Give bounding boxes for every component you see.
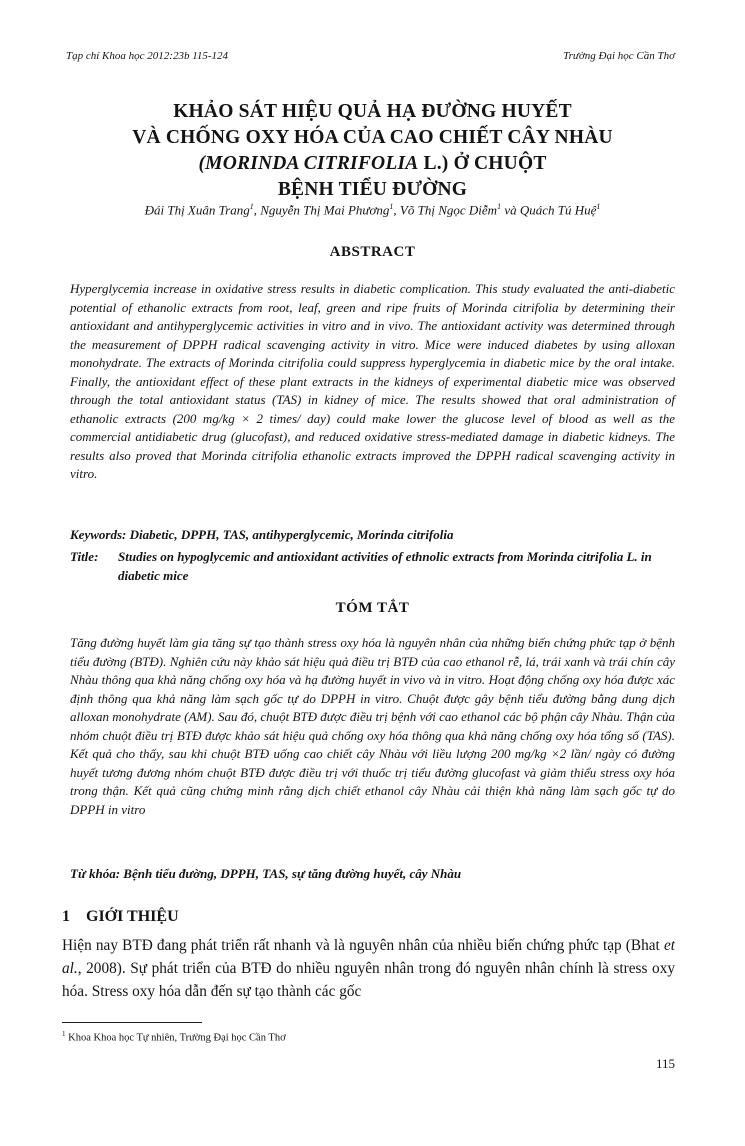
tomtat-keywords-text: Bệnh tiểu đường, DPPH, TAS, sự tăng đường huyết, cây Nhàu [123,866,462,881]
title-species-name: (MORINDA CITRIFOLIA [198,153,419,174]
body-citation-etal: et al. [62,937,675,977]
tomtat-heading: TÓM TẮT [335,600,410,616]
title-line-4: BỆNH TIỂU ĐƯỜNG [277,179,468,200]
author-3: Võ Thị Ngọc Diễm [399,202,498,218]
tomtat-keywords-label: Từ khóa: [70,866,121,881]
affiliation-mark: 1 [596,202,601,211]
author-list [60,202,685,218]
title-label: Title: [70,549,99,564]
body-text-1: Hiện nay BTĐ đang phát triển rất nhanh và là nguyên nhân của nhiều biến chứng phức tạp (Bhat [62,937,664,954]
author-2: Nguyễn Thị Mai Phương [260,202,390,218]
abstract-heading: ABSTRACT [329,244,416,260]
affiliation-mark: 1 [389,202,394,211]
title-line-2: VÀ CHỐNG OXY HÓA CỦA CAO CHIẾT CÂY NHÀU [132,127,613,148]
author-separator: , [393,202,400,218]
journal-citation: Tạp chí Khoa học 2012:23b 115-124 [66,50,229,62]
keywords-text: Diabetic, DPPH, TAS, antihyperglycemic, Morinda citrifolia [129,527,454,542]
section-title: GIỚI THIỆU [86,908,179,925]
running-head [66,50,675,62]
section-1-heading [62,908,179,926]
author-conjunction: và [501,202,520,218]
english-title [70,548,675,585]
affiliation-mark: 1 [249,202,254,211]
author-1: Đái Thị Xuân Trang [144,202,250,218]
english-title-text: Studies on hypoglycemic and antioxidant activities of ethnolic extracts from Morinda citrifolia L. in diabetic mice [118,549,652,583]
footnote [62,1030,286,1044]
abstract-text: Hyperglycemia increase in oxidative stress results in diabetic complication. This study evaluated the anti-diabetic potential of ethanolic extracts from root, leaf, green and ripe fruits of Morinda citrifolia by determining their antioxidant and antihyperglycemic activities in vitro and in vivo. The antioxidant activity was determined through the measurement of DPPH radical scavenging activity in vitro. Mice were induced diabetes by using alloxan monohydrate. The extracts of Morinda citrifolia could suppress hyperglycemia in diabetic mice by the oral intake. Finally, the antioxidant effect of these plant extracts in the kidneys of experimental diabetic mice was observed through the total antioxidant status (TAS) in kidney of mice. The results showed that oral administration of ethanolic extracts (200 mg/kg × 2 times/ day) could make lower the glucose level of blood as well as the commercial antidiabetic drug (glucofast), and reduced oxidative stress-mediated damage in diabetic kidneys. The results also proved that Morinda citrifolia ethanolic extracts improved the DPPH radical scavenging activity in vitro. [70,281,675,481]
author-4: Quách Tú Huệ [519,202,597,218]
footnote-divider [62,1022,202,1023]
keywords-label: Keywords: [70,527,127,542]
section-1-body [62,934,675,1003]
footnote-mark: 1 [62,1030,66,1038]
tomtat-text: Tăng đường huyết làm gia tăng sự tạo thành stress oxy hóa là nguyên nhân của những biến chứng phức tạp ở bệnh tiểu đường (BTĐ). Nghiên cứu này khảo sát hiệu quả điều trị BTĐ của cao ethanol rễ, lá, trái xanh và trái chín cây Nhàu thông qua khả năng chống oxy hóa và hạ đường huyết in vivo và in vitro. Hoạt động chống oxy hóa được xác định thông qua khả năng làm sạch gốc tự do DPPH in vitro. Chuột được gây bệnh tiểu đường bằng dung dịch alloxan monohydrate (AM). Sau đó, chuột BTĐ được điều trị bệnh với cao ethanol các bộ phận cây Nhàu. Thận của nhóm chuột điều trị BTĐ được khảo sát hiệu quả chống oxy hóa thông qua khả năng chống oxy hóa tổng số (TAS). Kết quả cho thấy, sau khi chuột BTĐ uống cao chiết cây Nhàu với liều lượng 200 mg/kg ×2 lần/ ngày có đường huyết tương đương nhóm chuột BTĐ được điều trị với thuốc trị tiểu đường glucofast và giảm thiểu stress oxy hóa trong thận. Kết quả cũng chứng minh rằng dịch chiết ethanol cây Nhàu cải thiện khả năng làm sạch gốc tự do DPPH in vitro [70,635,675,817]
footnote-text: Khoa Khoa học Tự nhiên, Trường Đại học Cần Thơ [65,1032,286,1044]
abstract-keywords [70,527,675,543]
tomtat-keywords [70,866,675,882]
page-number: 115 [655,1056,675,1071]
title-line-1: KHẢO SÁT HIỆU QUẢ HẠ ĐƯỜNG HUYẾT [173,101,572,122]
institution-name: Trường Đại học Cần Thơ [563,50,675,62]
paper-title [60,99,685,203]
title-line-3 [60,151,685,177]
section-number: 1 [62,908,70,925]
affiliation-mark: 1 [497,202,502,211]
author-separator: , [253,202,261,218]
body-text-2: , 2008). Sự phát triển của BTĐ do nhiều nguyên nhân trong đó nguyên nhân chính là stress oxy hóa. Stress oxy hóa dẫn đến sự tạo thành các gốc [62,960,675,1000]
title-line-3-rest: L.) Ở CHUỘT [418,153,547,174]
